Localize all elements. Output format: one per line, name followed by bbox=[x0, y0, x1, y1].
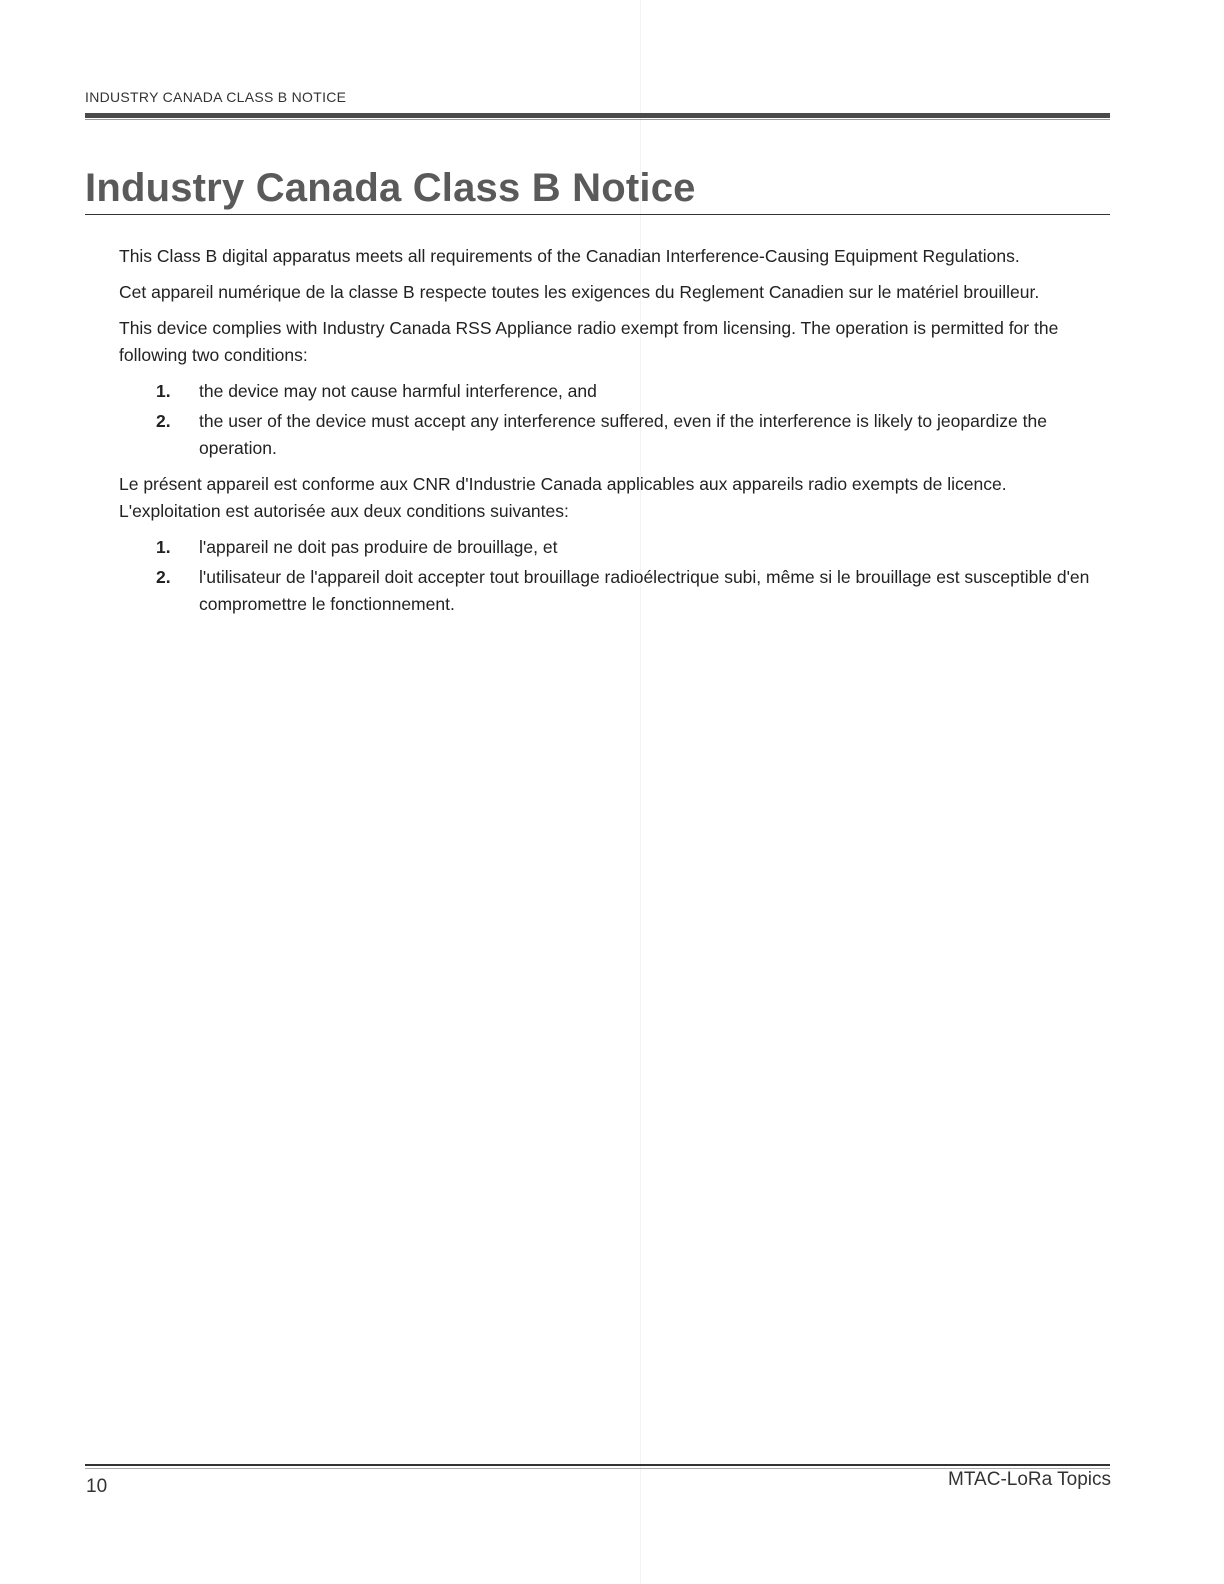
footer-rule bbox=[85, 1464, 1110, 1466]
list-number: 2. bbox=[156, 411, 171, 431]
list-item bbox=[119, 408, 1109, 462]
running-header: INDUSTRY CANADA CLASS B NOTICE bbox=[85, 89, 347, 105]
list-item bbox=[119, 564, 1109, 618]
header-rule bbox=[85, 113, 1110, 118]
notice-body bbox=[119, 243, 1109, 627]
english-conditions-list bbox=[119, 378, 1109, 462]
page-number: 10 bbox=[86, 1476, 108, 1497]
list-text: the user of the device must accept any interference suffered, even if the interference is likely to jeopardize the operation. bbox=[199, 411, 1047, 458]
list-number: 2. bbox=[156, 567, 171, 587]
scan-seam bbox=[640, 0, 641, 1584]
title-rule bbox=[85, 214, 1110, 215]
footer-document-title: MTAC-LoRa Topics bbox=[948, 1469, 1111, 1490]
page-title: Industry Canada Class B Notice bbox=[85, 166, 696, 210]
paragraph-class-b-english: This Class B digital apparatus meets all requirements of the Canadian Interference-Causing Equipment Regulations. bbox=[119, 246, 1020, 266]
paragraph-rss-english: This device complies with Industry Canada RSS Appliance radio exempt from licensing. The operation is permitted for the following two conditions: bbox=[119, 318, 1059, 365]
list-text: l'utilisateur de l'appareil doit accepter tout brouillage radioélectrique subi, même si le brouillage est susceptible d'en compromettre le fonctionnement. bbox=[199, 567, 1090, 614]
list-item bbox=[119, 378, 1109, 405]
paragraph-class-b-french: Cet appareil numérique de la classe B respecte toutes les exigences du Reglement Canadien sur le matériel brouilleur. bbox=[119, 282, 1040, 302]
paragraph-rss-french: Le présent appareil est conforme aux CNR d'Industrie Canada applicables aux appareils radio exempts de licence. L'exploitation est autorisée aux deux conditions suivantes: bbox=[119, 474, 1007, 521]
list-text: the device may not cause harmful interference, and bbox=[199, 381, 597, 401]
list-item bbox=[119, 534, 1109, 561]
list-text: l'appareil ne doit pas produire de brouillage, et bbox=[199, 537, 558, 557]
french-conditions-list bbox=[119, 534, 1109, 618]
list-number: 1. bbox=[156, 537, 171, 557]
header-rule-thin bbox=[85, 119, 1110, 120]
list-number: 1. bbox=[156, 381, 171, 401]
